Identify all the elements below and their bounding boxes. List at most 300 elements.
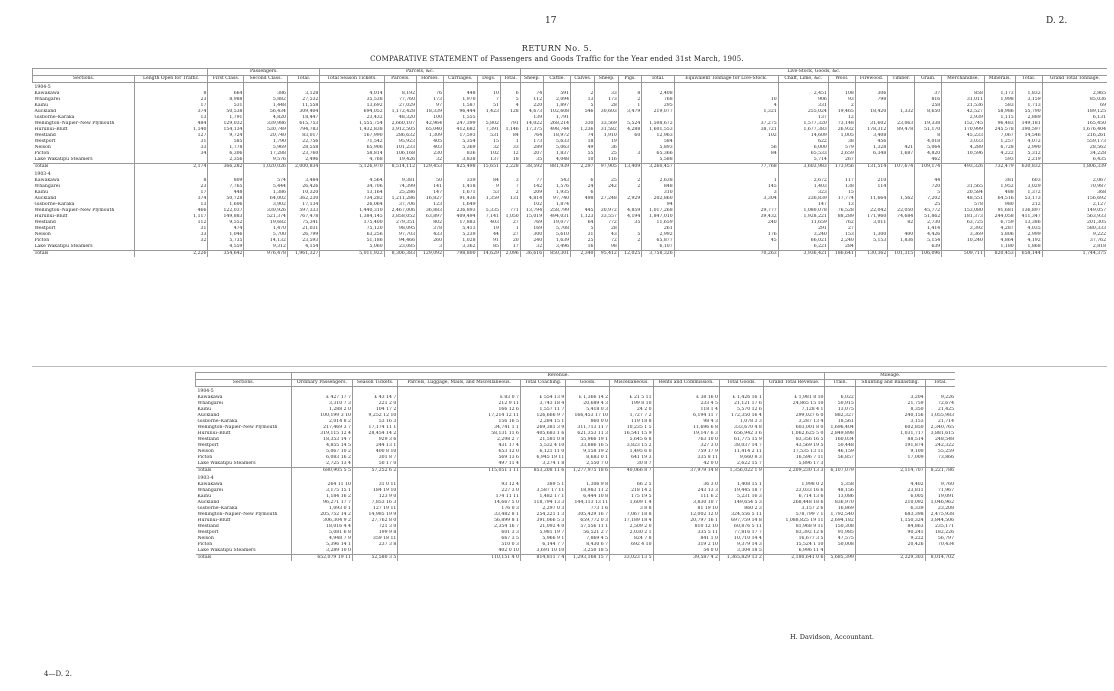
- traffic-value-cell: 17,883: [444, 220, 478, 226]
- revenue-totals-label: Totals: [196, 555, 292, 562]
- traffic-value-cell: 8,988: [208, 97, 244, 103]
- traffic-value-cell: 82: [888, 220, 915, 226]
- traffic-value-cell: 639: [915, 244, 942, 251]
- traffic-value-cell: 1,005: [828, 133, 855, 139]
- revenue-value-cell: 24 2 0: [610, 407, 653, 413]
- traffic-value-cell: 2,451: [778, 91, 828, 97]
- traffic-total-cell: 12,025: [618, 251, 641, 258]
- revenue-value-cell: 1,696,404: [825, 425, 855, 431]
- traffic-value-cell: 3,362: [444, 244, 478, 251]
- traffic-value-cell: 6,728: [984, 145, 1015, 151]
- traffic-value-cell: 2,889: [1015, 115, 1042, 121]
- traffic-value-cell: 219,077: [642, 109, 674, 115]
- revenue-section-name: Whangarei: [197, 401, 223, 406]
- revenue-value-cell: 7,128 4 1: [763, 407, 825, 413]
- revenue-value-cell: 24,865 15 10: [763, 401, 825, 407]
- traffic-value-cell: 848: [642, 184, 674, 190]
- revenue-value-cell: 2,297 0 3: [520, 506, 565, 512]
- traffic-value-cell: 4,018: [915, 139, 942, 145]
- revenue-value-cell: 42 0 0: [653, 461, 719, 468]
- revenue-value-cell: 233 4 5: [653, 401, 719, 407]
- traffic-section-name: Nelson: [34, 232, 51, 237]
- traffic-value-cell: 51: [477, 103, 500, 109]
- revenue-value-cell: 21,581 0 8: [520, 437, 565, 443]
- traffic-value-cell: 1,832: [1015, 91, 1042, 97]
- traffic-value-cell: 23,760: [287, 151, 319, 157]
- traffic-value-cell: 53,173: [1015, 196, 1042, 202]
- traffic-value-cell: 1,677,383: [778, 127, 828, 133]
- traffic-value-cell: 4,048: [544, 157, 571, 164]
- traffic-total-cell: 1,020,026: [244, 164, 288, 171]
- traffic-value-cell: 593: [984, 157, 1015, 164]
- revenue-value-cell: 2,849,898: [825, 431, 855, 437]
- traffic-total-cell: 130,362: [855, 251, 887, 258]
- traffic-value-cell: 242: [595, 184, 618, 190]
- traffic-value-cell: 4: [500, 103, 520, 109]
- traffic-value-cell: 64,516: [984, 196, 1015, 202]
- traffic-value-cell: 123: [417, 202, 444, 208]
- traffic-value-cell: 1,687: [888, 151, 915, 157]
- revenue-total-cell: 2,209,230 13 3: [763, 468, 825, 475]
- traffic-empty-cell: [135, 83, 208, 92]
- traffic-section-name: Hurunui–Bluff: [34, 127, 68, 132]
- traffic-value-cell: 33,569: [595, 121, 618, 127]
- revenue-value-cell: 569 13 6: [398, 455, 521, 461]
- revenue-value-cell: 7,869 4 5: [566, 536, 610, 542]
- revenue-value-cell: 58,131 11 6: [398, 431, 521, 437]
- traffic-value-cell: 5: [571, 226, 595, 232]
- traffic-value-cell: 244,058: [984, 214, 1015, 220]
- traffic-section-name: Auckland: [34, 109, 57, 114]
- traffic-value-cell: 484: [135, 121, 208, 127]
- traffic-value-cell: 390,597: [1015, 127, 1042, 133]
- traffic-value-cell: 8: [618, 91, 641, 97]
- traffic-total-cell: 2,174: [135, 164, 208, 171]
- revenue-total-cell: 6,107,079: [825, 468, 855, 475]
- traffic-value-cell: 291: [778, 226, 828, 232]
- traffic-value-cell: 5,444: [244, 184, 288, 190]
- traffic-value-cell: 306: [855, 91, 887, 97]
- traffic-value-cell: 28,558: [287, 145, 319, 151]
- revenue-value-cell: 1,150,324: [855, 518, 925, 524]
- revenue-value-cell: 3,304 18 5: [719, 548, 763, 555]
- traffic-value-cell: 12: [828, 115, 855, 121]
- traffic-value-cell: 3,408: [855, 133, 887, 139]
- traffic-value-cell: 2,730: [915, 220, 942, 226]
- revenue-value-cell: 2,694,182: [825, 518, 855, 524]
- revenue-section-name: Gisborne–Karaka: [197, 506, 238, 511]
- traffic-empty-cell: [828, 83, 855, 92]
- traffic-total-cell: 366,282: [208, 164, 244, 171]
- traffic-column-header: Total.: [287, 76, 319, 83]
- revenue-empty-cell: [763, 474, 825, 482]
- revenue-column-header: Rents and Commission.: [653, 380, 719, 387]
- traffic-value-cell: 74: [520, 91, 543, 97]
- revenue-value-cell: 100,199 3 10: [291, 413, 352, 419]
- traffic-value-cell: 531: [477, 133, 500, 139]
- revenue-value-cell: 4,855 14 5: [291, 443, 352, 449]
- traffic-value-cell: 1,952: [984, 184, 1015, 190]
- revenue-value-cell: 9,226: [925, 395, 955, 401]
- traffic-value-cell: 50,538: [208, 109, 244, 115]
- revenue-value-cell: 389 5 1: [520, 482, 565, 488]
- traffic-column-header: Merchandise.: [942, 76, 985, 83]
- revenue-section-name: Wellington–Napier–New Plymouth: [197, 425, 278, 430]
- traffic-value-cell: 34: [135, 151, 208, 157]
- revenue-group-header: Mileage.: [825, 373, 955, 380]
- revenue-value-cell: 4,402: [855, 482, 925, 488]
- traffic-value-cell: 405: [417, 139, 444, 145]
- traffic-value-cell: 23,432: [320, 115, 384, 121]
- revenue-value-cell: 199 8 10: [610, 401, 653, 407]
- traffic-value-cell: 5: [618, 232, 641, 238]
- traffic-value-cell: 36: [595, 145, 618, 151]
- revenue-value-cell: 306,304 9 2: [291, 518, 352, 524]
- revenue-value-cell: 17,214 12 11: [398, 413, 521, 419]
- revenue-value-cell: 91,985: [825, 530, 855, 536]
- traffic-value-cell: 9,552: [208, 220, 244, 226]
- revenue-value-cell: 83,392 12 6: [763, 530, 825, 536]
- traffic-column-header: Sheep.: [595, 76, 618, 83]
- page-tag: D. 2.: [1046, 16, 1068, 26]
- revenue-value-cell: 18,353 14 7: [291, 437, 352, 443]
- traffic-value-cell: 261: [642, 226, 674, 232]
- traffic-value-cell: 97: [417, 103, 444, 109]
- revenue-value-cell: 10,710 14 4: [719, 536, 763, 542]
- revenue-value-cell: 2,622 15 7: [719, 461, 763, 468]
- traffic-value-cell: 116: [595, 157, 618, 164]
- traffic-value-cell: 1,028: [444, 238, 478, 244]
- revenue-empty-cell: [653, 474, 719, 482]
- revenue-empty-cell: [566, 387, 610, 396]
- traffic-value-cell: 21,536: [942, 103, 985, 109]
- traffic-value-cell: 289: [520, 145, 543, 151]
- revenue-value-cell: 23,208: [925, 506, 955, 512]
- traffic-total-cell: 95,412: [595, 251, 618, 258]
- revenue-value-cell: 166,453 17 10: [566, 413, 610, 419]
- traffic-value-cell: 4,287: [984, 226, 1015, 232]
- revenue-value-cell: 5,532 4 10: [520, 443, 565, 449]
- revenue-value-cell: 4,948 7 9: [291, 536, 352, 542]
- revenue-value-cell: 111 6 2: [653, 494, 719, 500]
- traffic-value-cell: 400: [888, 232, 915, 238]
- traffic-value-cell: 1,847,010: [642, 214, 674, 220]
- traffic-section-name: Westport: [34, 139, 56, 144]
- traffic-value-cell: 167,990: [320, 133, 384, 139]
- traffic-value-cell: 129,032: [208, 121, 244, 127]
- traffic-value-cell: 117: [828, 178, 855, 184]
- traffic-value-cell: 1,897: [544, 103, 571, 109]
- traffic-empty-cell: [544, 170, 571, 178]
- traffic-value-cell: 579: [828, 145, 855, 151]
- traffic-value-cell: 154,134: [208, 127, 244, 133]
- traffic-value-cell: 858: [942, 91, 985, 97]
- traffic-total-cell: 825,498: [444, 164, 478, 171]
- revenue-empty-cell: [925, 387, 955, 396]
- traffic-value-cell: 260: [417, 238, 444, 244]
- footer-code: 4—D. 2.: [44, 670, 72, 678]
- revenue-value-cell: 88,514: [855, 437, 925, 443]
- traffic-empty-cell: [674, 83, 778, 92]
- revenue-year-label: 1903-4: [197, 476, 214, 481]
- traffic-section-name: Gisborne–Karaka: [34, 202, 75, 207]
- revenue-value-cell: 5,645 6 8: [610, 437, 653, 443]
- traffic-value-cell: 6,000: [778, 145, 828, 151]
- traffic-value-cell: 1,115: [984, 115, 1015, 121]
- traffic-value-cell: 5,063: [544, 145, 571, 151]
- traffic-total-cell: 2,226: [135, 251, 208, 258]
- revenue-value-cell: 18,561: [825, 419, 855, 425]
- revenue-empty-cell: [398, 387, 521, 396]
- revenue-value-cell: £ 554 13 9: [520, 395, 565, 401]
- traffic-value-cell: 1,440,310: [320, 208, 384, 214]
- revenue-value-cell: 57,556 11 1: [566, 524, 610, 530]
- revenue-value-cell: 13,075: [825, 407, 855, 413]
- revenue-value-cell: 2,509 2 0: [610, 524, 653, 530]
- revenue-total-cell: 1,365,829 13 2: [719, 555, 763, 562]
- revenue-section-name: Gisborne–Karaka: [197, 419, 238, 424]
- revenue-column-header: Shunting and Ballasting.: [855, 380, 925, 387]
- revenue-value-cell: 11,414 2 11: [719, 449, 763, 455]
- traffic-total-cell: 5,126,970: [320, 164, 384, 171]
- revenue-value-cell: 210,092: [855, 500, 925, 506]
- revenue-value-cell: 28,454 14 2: [352, 431, 397, 437]
- revenue-value-cell: 56,521 2 7: [566, 530, 610, 536]
- traffic-value-cell: 2,660,107: [384, 121, 416, 127]
- traffic-value-cell: 175,400: [320, 220, 384, 226]
- traffic-column-header: Timber.: [888, 76, 915, 83]
- traffic-value-cell: 44: [477, 232, 500, 238]
- revenue-value-cell: 1,046,962: [925, 500, 955, 506]
- traffic-value-cell: 5: [500, 97, 520, 103]
- traffic-section-name: Kaihu: [34, 103, 49, 108]
- traffic-empty-cell: [1015, 170, 1042, 178]
- revenue-value-cell: 20,426: [855, 542, 925, 548]
- traffic-section-name: Kawakawa: [34, 91, 60, 96]
- traffic-value-cell: 230: [417, 151, 444, 157]
- traffic-value-cell: 409,494: [444, 214, 478, 220]
- traffic-value-cell: 84: [477, 178, 500, 184]
- traffic-value-cell: 84: [500, 133, 520, 139]
- traffic-value-cell: 498,744: [544, 127, 571, 133]
- revenue-value-cell: 15,524 1 10: [763, 542, 825, 548]
- traffic-value-cell: 212: [1015, 202, 1042, 208]
- traffic-value-cell: 13,692: [320, 103, 384, 109]
- traffic-value-cell: 1,172,428: [384, 109, 416, 115]
- traffic-total-cell: 1,961,327: [287, 251, 319, 258]
- traffic-total-cell: 14,629: [477, 251, 500, 258]
- revenue-value-cell: 10,235 1 5: [610, 425, 653, 431]
- traffic-value-cell: 466: [135, 208, 208, 214]
- traffic-value-cell: 4,673: [520, 109, 543, 115]
- traffic-value-cell: 4,814: [520, 196, 543, 202]
- traffic-value-cell: 5,893: [642, 145, 674, 151]
- revenue-total-cell: 853,208 11 6: [520, 468, 565, 475]
- traffic-value-cell: 102,608: [544, 109, 571, 115]
- revenue-value-cell: 697,759 14 8: [719, 518, 763, 524]
- revenue-value-cell: 13,086: [825, 494, 855, 500]
- revenue-total-cell: 814,811 7 4: [520, 555, 565, 562]
- revenue-group-header: [196, 373, 292, 380]
- traffic-value-cell: 7,067: [984, 133, 1015, 139]
- traffic-value-cell: 58,814: [320, 151, 384, 157]
- traffic-value-cell: 25: [595, 178, 618, 184]
- revenue-value-cell: 191,874: [855, 443, 925, 449]
- traffic-empty-cell: [571, 170, 595, 178]
- traffic-value-cell: 2,638: [642, 178, 674, 184]
- traffic-value-cell: 12,963: [642, 133, 674, 139]
- traffic-total-cell: 881,939: [544, 164, 571, 171]
- traffic-value-cell: 2,999: [1015, 232, 1042, 238]
- traffic-value-cell: 9,576: [244, 157, 288, 164]
- revenue-empty-cell: [291, 387, 352, 396]
- revenue-year-row: [196, 387, 956, 396]
- divider: [32, 366, 1107, 367]
- traffic-value-cell: 448: [208, 190, 244, 196]
- traffic-total-cell: 186,641: [828, 251, 855, 258]
- revenue-value-cell: 7,067 18 8: [610, 512, 653, 518]
- revenue-value-cell: 72,674: [925, 401, 955, 407]
- traffic-value-cell: 5,610: [544, 232, 571, 238]
- revenue-value-cell: 20,797 16 1: [653, 518, 719, 524]
- traffic-empty-cell: [1042, 170, 1107, 178]
- traffic-value-cell: 368: [1042, 190, 1107, 196]
- revenue-value-cell: 96,271 17 7: [291, 500, 352, 506]
- traffic-value-cell: 173: [417, 97, 444, 103]
- traffic-value-cell: 5,154: [915, 238, 942, 244]
- revenue-value-cell: 176 0 3: [398, 506, 521, 512]
- traffic-empty-cell: [942, 83, 985, 92]
- revenue-total-cell: 8,014,702: [925, 555, 955, 562]
- revenue-value-cell: 3,587 17 11: [520, 488, 565, 494]
- revenue-empty-cell: [398, 474, 521, 482]
- traffic-value-cell: 17: [500, 244, 520, 251]
- revenue-value-cell: 182,226: [925, 530, 955, 536]
- revenue-value-cell: 3,274 1 8: [520, 461, 565, 468]
- revenue-column-header: Total Coaching.: [520, 380, 565, 387]
- traffic-value-cell: 45,772: [915, 208, 942, 214]
- traffic-empty-cell: [477, 170, 500, 178]
- traffic-value-cell: 31,011: [942, 97, 985, 103]
- traffic-value-cell: 1,300: [855, 232, 887, 238]
- traffic-empty-cell: [1042, 83, 1107, 92]
- traffic-empty-cell: [384, 83, 416, 92]
- traffic-value-cell: 22,050: [888, 208, 915, 214]
- traffic-value-cell: 1,868: [1015, 244, 1042, 251]
- traffic-value-cell: 1,928,221: [778, 214, 828, 220]
- traffic-value-cell: 584: [642, 139, 674, 145]
- traffic-value-cell: 13: [135, 115, 208, 121]
- traffic-value-cell: 19,338: [915, 121, 942, 127]
- revenue-value-cell: 77,816 17 7: [719, 530, 763, 536]
- revenue-value-cell: 81 19 10: [653, 506, 719, 512]
- traffic-value-cell: 13: [571, 97, 595, 103]
- revenue-value-cell: 9,252 12 10: [352, 413, 397, 419]
- traffic-value-cell: 2,240: [828, 238, 855, 244]
- traffic-value-cell: 10,240: [942, 238, 985, 244]
- traffic-value-cell: 220: [520, 103, 543, 109]
- traffic-value-cell: 33: [595, 91, 618, 97]
- traffic-empty-cell: [778, 170, 828, 178]
- traffic-value-cell: 6,306: [208, 151, 244, 157]
- revenue-value-cell: 621,353 11 3: [566, 431, 610, 437]
- traffic-value-cell: 1,470: [244, 226, 288, 232]
- revenue-section-name: Nelson: [197, 449, 214, 454]
- traffic-value-cell: 9,724: [208, 133, 244, 139]
- revenue-empty-cell: [855, 387, 925, 396]
- traffic-value-cell: 14,546: [1015, 133, 1042, 139]
- traffic-value-cell: 10: [477, 91, 500, 97]
- traffic-value-cell: 4,864: [984, 238, 1015, 244]
- revenue-value-cell: £ 43 14 7: [352, 395, 397, 401]
- traffic-total-cell: 129,453: [417, 164, 444, 171]
- traffic-value-cell: 38,721: [674, 127, 778, 133]
- traffic-value-cell: 546: [571, 109, 595, 115]
- traffic-value-cell: 122,037: [208, 208, 244, 214]
- traffic-value-cell: 1,050: [500, 214, 520, 220]
- traffic-value-cell: 7,141: [477, 214, 500, 220]
- traffic-total-cell: 107,674: [888, 164, 915, 171]
- revenue-value-cell: 9,660 8 3: [719, 455, 763, 461]
- traffic-value-cell: 445: [571, 208, 595, 214]
- traffic-value-cell: 5,806: [984, 232, 1015, 238]
- traffic-value-cell: 33: [135, 145, 208, 151]
- traffic-value-cell: 236,839: [778, 196, 828, 202]
- revenue-value-cell: 1,557 11 7: [520, 407, 565, 413]
- traffic-value-cell: 1,414: [915, 226, 942, 232]
- traffic-value-cell: 28,562: [1042, 145, 1107, 151]
- traffic-value-cell: 85: [477, 244, 500, 251]
- revenue-value-cell: 8,683 0 1: [566, 455, 610, 461]
- revenue-value-cell: 19,147 6 3: [653, 431, 719, 437]
- traffic-column-header: Cattle.: [544, 76, 571, 83]
- traffic-empty-cell: [135, 170, 208, 178]
- traffic-total-cell: 798,800: [444, 251, 478, 258]
- revenue-value-cell: 721 3 0: [352, 524, 397, 530]
- revenue-value-cell: 50,915: [825, 401, 855, 407]
- traffic-value-cell: 27: [500, 220, 520, 226]
- traffic-value-cell: 32: [417, 157, 444, 164]
- traffic-value-cell: 798: [855, 97, 887, 103]
- traffic-value-cell: 2: [500, 190, 520, 196]
- traffic-value-cell: 18: [500, 157, 520, 164]
- traffic-value-cell: 18,420: [855, 109, 887, 115]
- traffic-value-cell: 14,132: [244, 238, 288, 244]
- traffic-value-cell: 12: [500, 151, 520, 157]
- revenue-group-header-row: [196, 373, 956, 380]
- traffic-value-cell: 50: [417, 178, 444, 184]
- traffic-value-cell: 6,107: [642, 244, 674, 251]
- revenue-value-cell: 71,967: [925, 488, 955, 494]
- traffic-value-cell: 65,877: [642, 238, 674, 244]
- traffic-value-cell: 1,998: [984, 97, 1015, 103]
- revenue-total-cell: 40,066 8 7: [610, 468, 653, 475]
- traffic-value-cell: 411,347: [1015, 214, 1042, 220]
- traffic-value-cell: 209: [520, 190, 543, 196]
- revenue-total-cell: 1,293,168 15 7: [566, 555, 610, 562]
- traffic-value-cell: 31: [571, 232, 595, 238]
- revenue-value-cell: 21,714: [925, 419, 955, 425]
- traffic-total-cell: 97,905: [595, 164, 618, 171]
- revenue-total-cell: 652,079 19 11: [291, 555, 352, 562]
- revenue-value-cell: 3,823 15 2: [610, 443, 653, 449]
- traffic-value-cell: 65,040: [417, 127, 444, 133]
- traffic-value-cell: 5,588: [642, 157, 674, 164]
- revenue-column-header: Total.: [925, 380, 955, 387]
- traffic-value-cell: 7: [477, 97, 500, 103]
- traffic-empty-cell: [444, 83, 478, 92]
- traffic-value-cell: 1,257: [984, 139, 1015, 145]
